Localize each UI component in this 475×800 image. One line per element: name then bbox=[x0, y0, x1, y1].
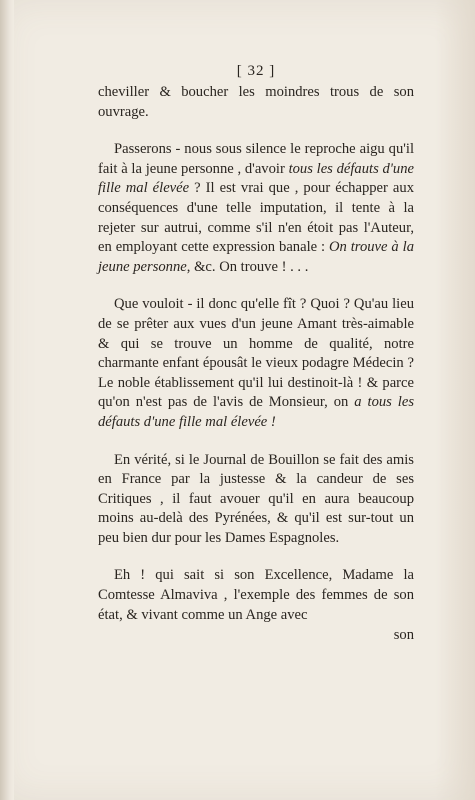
page-edge-shading bbox=[435, 0, 475, 800]
text-run: Que vouloit - il donc qu'elle fît ? Quoi ? Qu'au lieu de se prêter aux vues d'un jeune Amant très-aimable & qui se trouve un homme de qualité, notre charmante enfant épousât le vieux podagre Médecin ? Le noble établissement qu'il lui destinoit-là ! & parce qu'on n'est pas de l'avis de Monsieur, on bbox=[98, 296, 414, 411]
text-run: cheviller & boucher les moindres trous de son ouvrage. bbox=[98, 84, 414, 120]
text-run: Eh ! qui sait si son Excellence, Madame la Comtesse Almaviva , l'exemple des femmes de son état, & vivant comme un Ange avec bbox=[98, 567, 414, 623]
page-number: [ 32 ] bbox=[236, 63, 276, 79]
text-block bbox=[98, 62, 414, 646]
italic-text: tous les défauts d'une fille mal élevée bbox=[98, 160, 414, 197]
paragraph bbox=[98, 140, 414, 277]
italic-text: On trouve à la jeune personne bbox=[98, 239, 414, 275]
paragraph bbox=[98, 451, 414, 549]
italic-text: a tous les défauts d'une fille mal élevée ! bbox=[98, 394, 414, 430]
paragraph bbox=[98, 295, 414, 432]
catchword: son bbox=[393, 627, 414, 644]
text-run: Passerons - nous sous silence le reproche aigu qu'il fait à la jeune personne , d'avoir bbox=[98, 141, 414, 177]
paragraph bbox=[98, 83, 414, 122]
body-text bbox=[98, 83, 414, 625]
text-run: En vérité, si le Journal de Bouillon se fait des amis en France par la justesse & la candeur de ses Critiques , il faut avouer qu'il en aura beaucoup moins au-delà des Pyrénées, & qu'il est sur-tout un peu bien dur pour les Dames Espagnoles. bbox=[98, 451, 414, 546]
text-run: ? Il est vrai que , pour échapper aux conséquences d'une telle imputation, il tente à la rejeter sur autrui, comme s'il n'en étoit pas l'Auteur, en employant cette expression banale : bbox=[98, 180, 414, 256]
text-run: , &c. On trouve ! . . . bbox=[186, 258, 309, 275]
page-gutter-shadow bbox=[0, 0, 14, 800]
paragraph bbox=[98, 566, 414, 625]
